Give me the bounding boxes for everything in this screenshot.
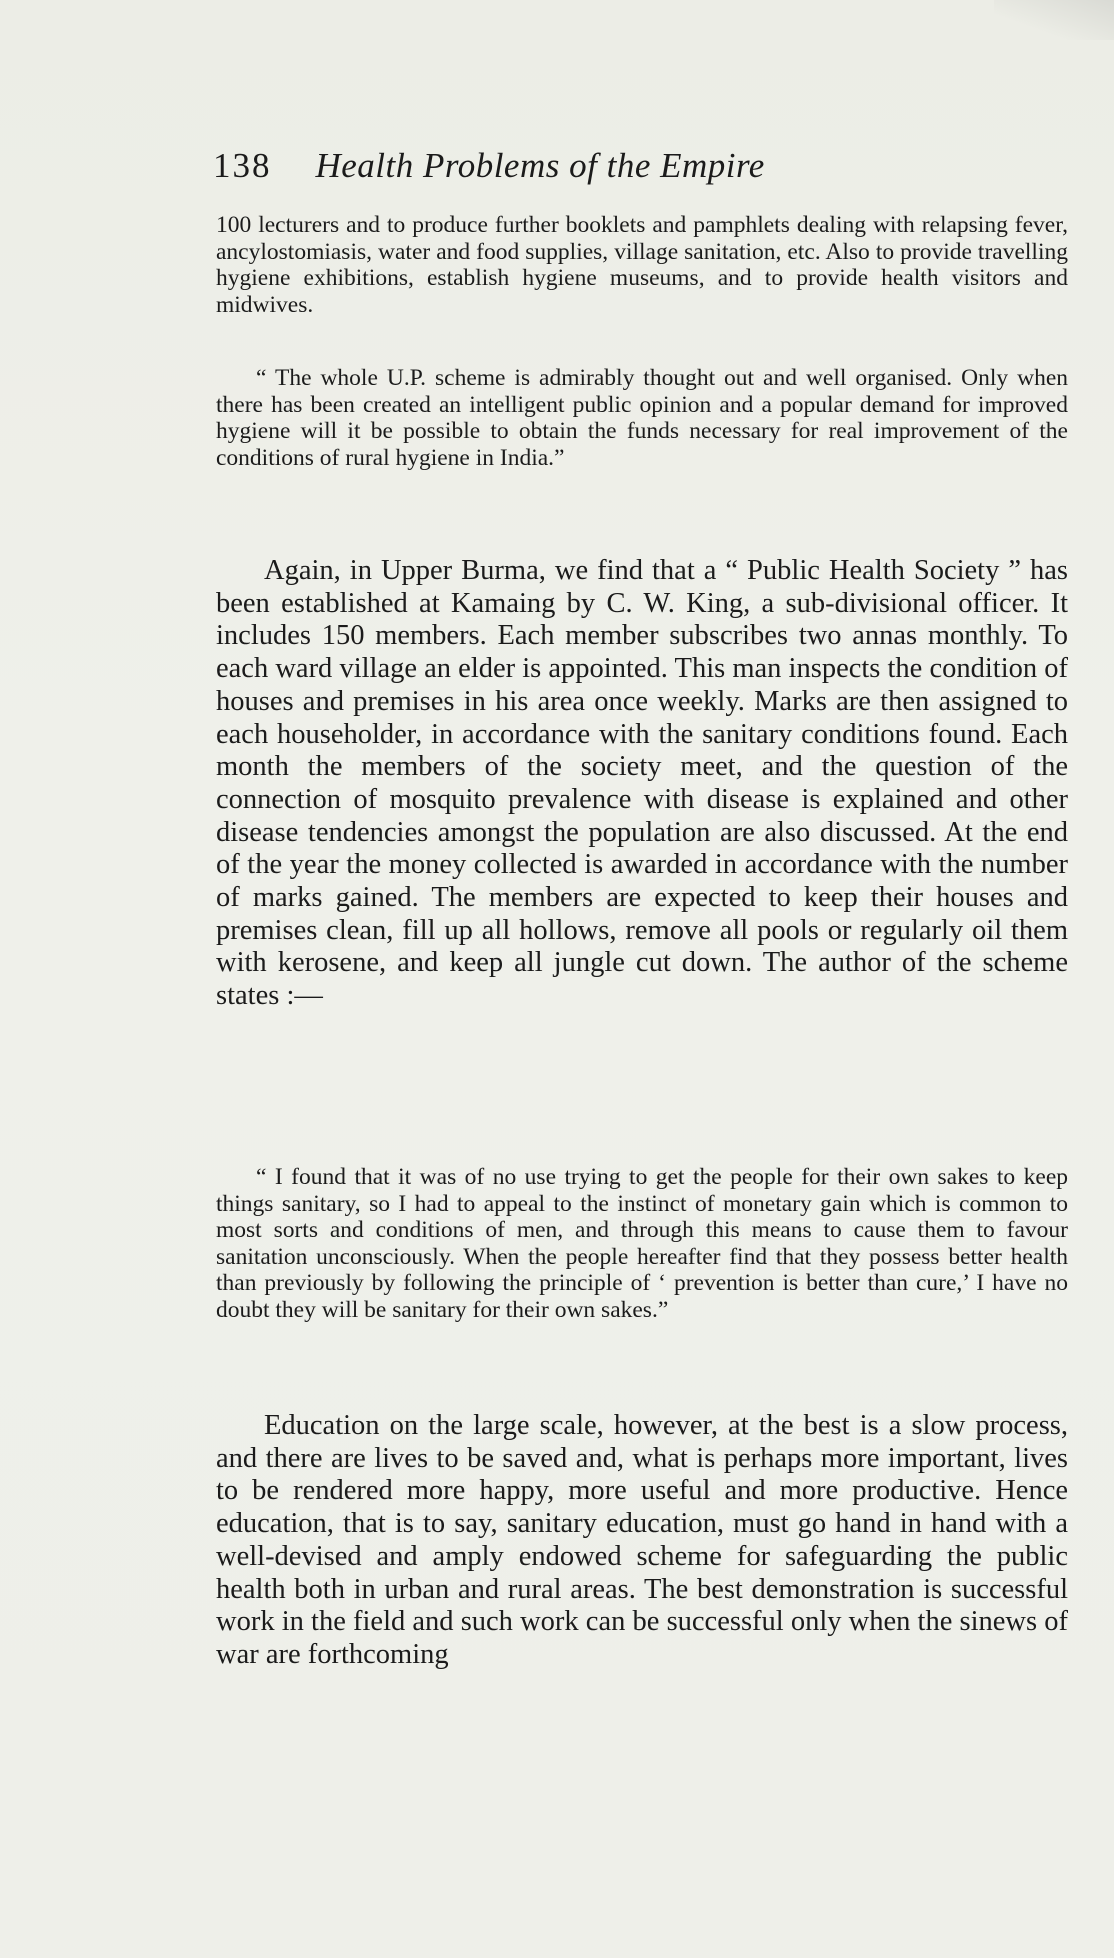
running-title: Health Problems of the Empire <box>315 146 765 185</box>
paragraph-text: Education on the large scale, however, at the best is a slow process, and there are lives to be saved and, what is perhaps more important, lives to be rendered more happy, more useful and more productive. Hence education, that is to say, sanitary education, must go hand in hand with a well-devised and amply endowed scheme for safeguarding the public health both in urban and rural areas. The best demonstration is successful work in the field and such work can be successful only when the sinews of war are forthcoming <box>216 1410 1068 1670</box>
paragraph-text: “ The whole U.P. scheme is admirably thought out and well organised. Only when there has been created an intelligent public opinion and a popular demand for improved hygiene will it be possible to obtain the funds necessary for real improvement of the conditions of rural hygiene in India.” <box>216 365 1068 471</box>
paragraph-up-scheme-quote <box>216 365 1068 471</box>
paragraph-author-quote <box>216 1164 1068 1323</box>
paragraph-upper-burma <box>216 555 1068 1013</box>
paragraph-text: Again, in Upper Burma, we find that a “ Public Health Society ” has been established at Kamaing by C. W. King, a sub-divisional officer. It includes 150 members. Each member subscribes two annas monthly. To each ward village an elder is appointed. This man inspects the condition of houses and premises in his area once weekly. Marks are then assigned to each householder, in accordance with the sanitary conditions found. Each month the members of the society meet, and the question of the connection of mosquito prevalence with disease is explained and other disease tendencies amongst the population are also discussed. At the end of the year the money collected is awarded in accordance with the number of marks gained. The members are expected to keep their houses and premises clean, fill up all hollows, remove all pools or regularly oil them with kerosene, and keep all jungle cut down. The author of the scheme states :— <box>216 555 1068 1012</box>
paragraph-lecturers <box>216 212 1068 318</box>
paragraph-text: 100 lecturers and to produce further booklets and pamphlets dealing with relapsing fever, ancylostomiasis, water and food supplies, village sanitation, etc. Also to provide travelling hygiene exhibitions, establish hygiene museums, and to provide health visitors and midwives. <box>216 212 1068 318</box>
paragraph-text: “ I found that it was of no use trying to get the people for their own sakes to keep things sanitary, so I had to appeal to the instinct of monetary gain which is common to most sorts and conditions of men, and through this means to cause them to favour sanitation unconsciously. When the people hereafter find that they possess better health than previously by following the principle of ‘ prevention is better than cure,’ I have no doubt they will be sanitary for their own sakes.” <box>216 1164 1068 1323</box>
paragraph-education <box>216 1410 1068 1672</box>
running-header <box>213 146 913 196</box>
page-corner-shadow <box>994 0 1114 40</box>
page-number: 138 <box>213 146 272 185</box>
